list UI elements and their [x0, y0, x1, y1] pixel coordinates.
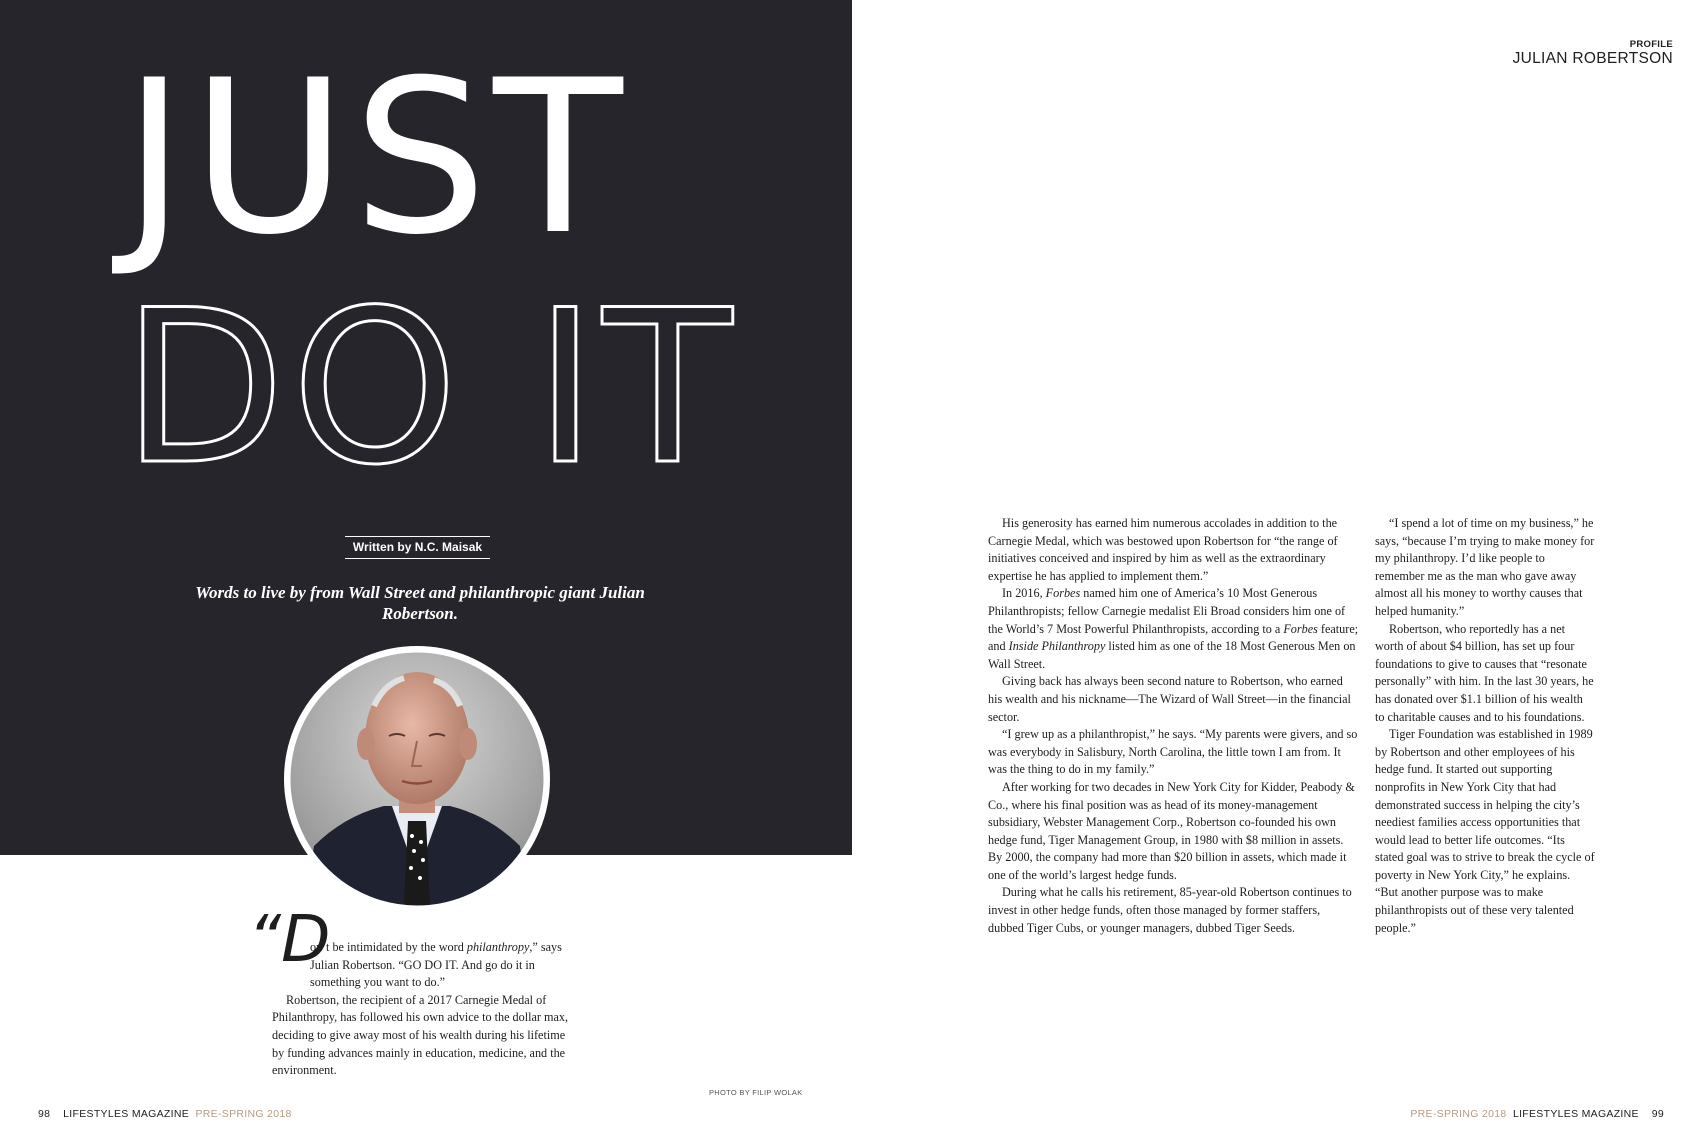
- paragraph: His generosity has earned him numerous accolades in addition to the Carnegie Medal, which was bestowed upon Robertson for “the range of initiatives conceived and inspired by him as well as the extraordinary expertise he has applied to implement them.”: [988, 516, 1338, 583]
- issue-left: PRE-SPRING 2018: [195, 1108, 292, 1120]
- folio-left: [38, 1108, 292, 1120]
- text-run: In 2016,: [1002, 586, 1046, 601]
- text-run: listed him as one of the 18 Most Generous Men on Wall Street.: [988, 639, 1356, 671]
- article-column-2: [1375, 515, 1595, 937]
- paragraph: Robertson, who reportedly has a net worth of about $4 billion, has set up four foundations to give to causes that “resonate personally” with him. In the last 30 years, he has donated over $1.1 billion of his wealth to charitable causes and to his foundations.: [1375, 621, 1594, 724]
- lead-text-b: ,” says Julian Robertson. “GO DO IT. And go do it in something you want to do.”: [310, 940, 562, 990]
- paragraph: Giving back has always been second nature to Robertson, who earned his wealth and his nickname—The Wizard of Wall Street—in the financial sector.: [988, 674, 1351, 724]
- drop-cap-quote: “: [248, 903, 282, 977]
- magazine-name-left: LIFESTYLES MAGAZINE: [63, 1108, 190, 1120]
- italic-run: Forbes: [1045, 586, 1081, 601]
- issue-right: PRE-SPRING 2018: [1410, 1108, 1507, 1120]
- italic-run: Inside Philanthropy: [1008, 639, 1106, 654]
- text-run: named him one of America’s 10 Most Generous Philanthropists; fellow Carnegie medalist Eli Broad considers him one of the World’s 7 Most Powerful Philanthropists, according to a: [988, 586, 1346, 636]
- headline-just: JUST: [123, 34, 629, 281]
- drop-cap-letter: D: [281, 903, 331, 977]
- headline-do: DO: [122, 264, 465, 511]
- photo-credit: PHOTO BY FILIP WOLAK: [709, 1088, 803, 1097]
- magazine-name-right: LIFESTYLES MAGAZINE: [1512, 1108, 1639, 1120]
- lead-text: [272, 939, 570, 1080]
- headline-it: IT: [534, 264, 739, 511]
- text-run: feature; and: [988, 621, 1359, 654]
- italic-run: Forbes: [1283, 621, 1318, 636]
- lead-text-a: on’t be intimidated by the word: [310, 940, 467, 954]
- page-number-left: 98: [38, 1108, 51, 1120]
- paragraph: “I spend a lot of time on my business,” he says, “because I’m trying to make money for my philanthropy. I’d like people to remember me as the man who gave away almost all his money to worthy causes that helped humanity.”: [1375, 516, 1595, 618]
- lead-italic-word: philanthropy: [466, 940, 530, 954]
- paragraph: “I grew up as a philanthropist,” he says. “My parents were givers, and so was everybody in Salisbury, North Carolina, the little town I am from. It was the thing to do in my family.”: [988, 727, 1358, 777]
- portrait-photo: [284, 646, 550, 912]
- dek: Words to live by from Wall Street and philanthropic giant Julian Robertson.: [195, 583, 645, 623]
- paragraph: During what he calls his retirement, 85-year-old Robertson continues to invest in other hedge funds, often those managed by former staffers, dubbed Tiger Cubs, or younger managers, dubbed Tiger Seeds.: [988, 885, 1352, 935]
- section-name: JULIAN ROBERTSON: [1512, 50, 1673, 67]
- lead-paragraph-2: Robertson, the recipient of a 2017 Carnegie Medal of Philanthropy, has followed his own advice to the dollar max, deciding to give away most of his wealth during his lifetime by funding advances mainly in education, medicine, and the environment.: [272, 992, 569, 1078]
- byline: Written by N.C. Maisak: [345, 536, 490, 559]
- folio-right: [1410, 1108, 1664, 1120]
- lead-paragraph-1: [272, 939, 570, 992]
- paragraph: Tiger Foundation was established in 1989 by Robertson and other employees of his hedge fund. It started out supporting nonprofits in New York City that had demonstrated success in helping the city’s neediest families access opportunities that would lead to better life outcomes. “Its stated goal was to strive to break the cycle of poverty in New York City,” he explains. “But another purpose was to make philanthropists out of these very talented people.”: [1375, 727, 1595, 935]
- headline-do-it: [122, 264, 739, 511]
- section-header: [1513, 39, 1673, 68]
- page-number-right: 99: [1651, 1108, 1664, 1120]
- paragraph: After working for two decades in New York City for Kidder, Peabody & Co., where his final position was as head of its money-management subsidiary, Webster Management Corp., Robertson co-founded his own hedge fund, Tiger Management Group, in 1980 with $8 million in assets. By 2000, the company had more than $20 billion in assets, which made it one of the world’s largest hedge funds.: [988, 779, 1355, 882]
- article-column-1: [988, 515, 1359, 937]
- section-kicker: PROFILE: [1629, 39, 1673, 50]
- paragraph: [988, 585, 1359, 673]
